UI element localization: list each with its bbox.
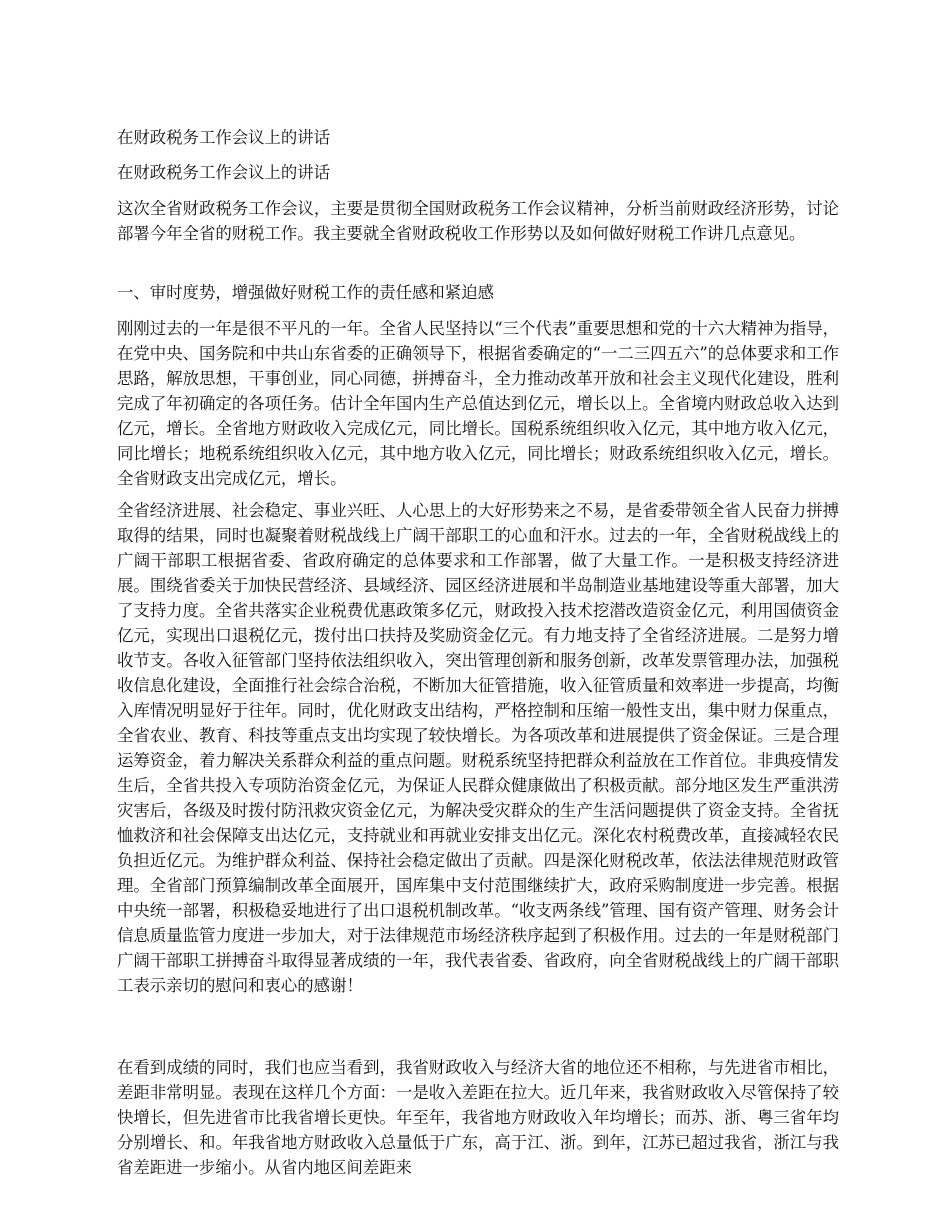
body-paragraph: 刚刚过去的一年是很不平凡的一年。全省人民坚持以“三个代表”重要思想和党的十六大精神为指导，在党中央、国务院和中共山东省委的正确领导下，根据省委确定的“一二三四五六”的总体要求和工作思路，解放思想，干事创业，同心同德，拼搏奋斗，全力推动改革开放和社会主义现代化建设，胜利完成了年初确定的各项任务。估计全年国内生产总值达到亿元，增长以上。全省境内财政总收入达到亿元，增长。全省地方财政收入完成亿元，同比增长。国税系统组织收入亿元，其中地方收入亿元，同比增长；地税系统组织收入亿元，其中地方收入亿元，同比增长；财政系统组织收入亿元，增长。全省财政支出完成亿元，增长。 [117,319,839,488]
document-subtitle: 在财政税务工作会议上的讲话 [117,163,331,182]
document-title: 在财政税务工作会议上的讲话 [117,128,331,147]
section-heading: 一、审时度势，增强做好财税工作的责任感和紧迫感 [117,283,494,302]
intro-paragraph: 这次全省财政税务工作会议，主要是贯彻全国财政税务工作会议精神，分析当前财政经济形势，讨论部署今年全省的财税工作。我主要就全省财政税收工作形势以及如何做好财税工作讲几点意见。 [117,199,839,243]
body-paragraph: 在看到成绩的同时，我们也应当看到，我省财政收入与经济大省的地位还不相称，与先进省市相比，差距非常明显。表现在这样几个方面：一是收入差距在拉大。近几年来，我省财政收入尽管保持了较快增长，但先进省市比我省增长更快。年至年，我省地方财政收入年均增长；而苏、浙、粤三省年均分别增长、和。年我省地方财政收入总量低于广东，高于江、浙。到年，江苏已超过我省，浙江与我省差距进一步缩小。从省内地区间差距来 [117,1058,839,1177]
body-paragraph: 全省经济进展、社会稳定、事业兴旺、人心思上的大好形势来之不易，是省委带领全省人民奋力拼搏取得的结果，同时也凝聚着财税战线上广阔干部职工的心血和汗水。过去的一年，全省财税战线上的广阔干部职工根据省委、省政府确定的总体要求和工作部署，做了大量工作。一是积极支持经济进展。围绕省委关于加快民营经济、县域经济、园区经济进展和半岛制造业基地建设等重大部署，加大了支持力度。全省共落实企业税费优惠政策多亿元，财政投入技术挖潜改造资金亿元，利用国债资金亿元，实现出口退税亿元，拨付出口扶持及奖励资金亿元。有力地支持了全省经济进展。二是努力增收节支。各收入征管部门坚持依法组织收入，突出管理创新和服务创新，改革发票管理办法，加强税收信息化建设，全面推行社会综合治税，不断加大征管措施，收入征管质量和效率进一步提高，均衡入库情况明显好于往年。同时，优化财政支出结构，严格控制和压缩一般性支出，集中财力保重点，全省农业、教育、科技等重点支出均实现了较快增长。为各项改革和进展提供了资金保证。三是合理运筹资金，着力解决关系群众利益的重点问题。财税系统坚持把群众利益放在工作首位。非典疫情发生后，全省共投入专项防治资金亿元，为保证人民群众健康做出了积极贡献。部分地区发生严重洪涝灾害后，各级及时拨付防汛救灾资金亿元，为解决受灾群众的生产生活问题提供了资金支持。全省抚恤救济和社会保障支出达亿元，支持就业和再就业安排支出亿元。深化农村税费改革，直接减轻农民负担近亿元。为维护群众利益、保持社会稳定做出了贡献。四是深化财税改革，依法法律规范财政管理。全省部门预算编制改革全面展开，国库集中支付范围继续扩大，政府采购制度进一步完善。根据中央统一部署，积极稳妥地进行了出口退税机制改革。“收支两条线”管理、国有资产管理、财务会计信息质量监管力度进一步加大，对于法律规范市场经济秩序起到了积极作用。过去的一年是财税部门广阔干部职工拼搏奋斗取得显著成绩的一年，我代表省委、省政府，向全省财税战线上的广阔干部职工表示亲切的慰问和衷心的感谢！ [117,501,839,995]
